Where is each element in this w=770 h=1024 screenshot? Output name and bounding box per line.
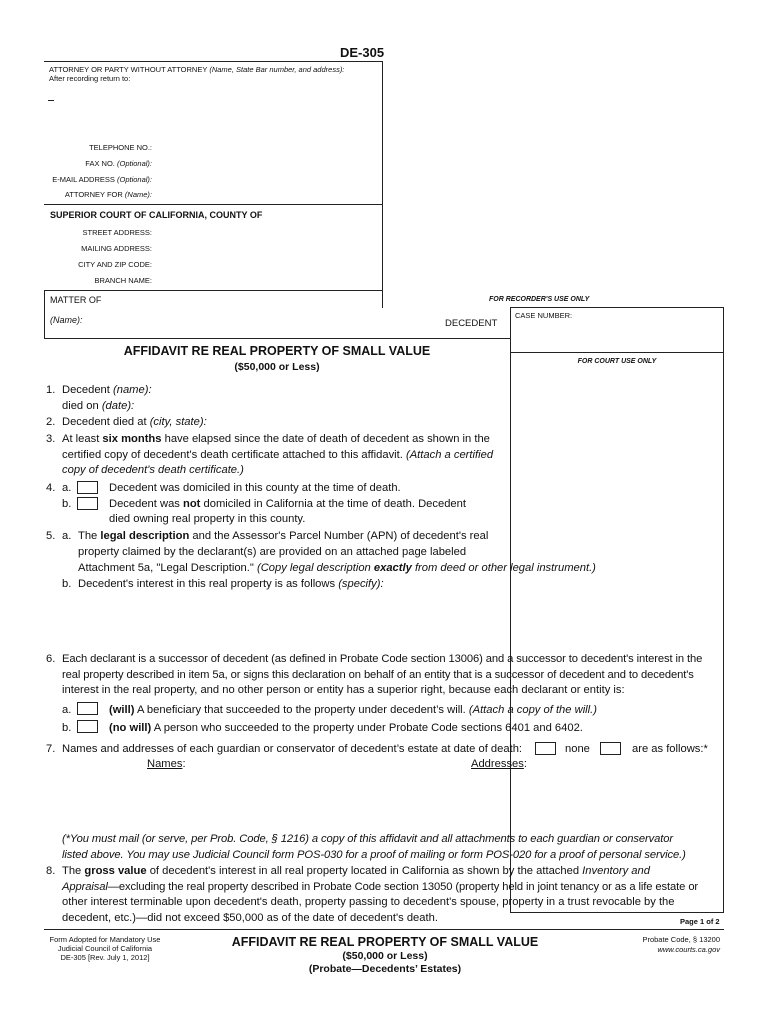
item-4b-text-2: died owning real property in this county. [109,513,306,525]
branch-label: BRANCH NAME: [94,276,152,285]
item-3-number: 3. [46,433,56,445]
case-box-top [510,307,724,308]
form-adopted-info: Form Adopted for Mandatory Use Judicial Council of California DE-305 [Rev. July 1, 2012] [49,935,161,962]
item-6a-text: (will) A beneficiary that succeeded to the property under decedent’s will. (Attach a copy of the will.) [109,704,597,716]
item-3-line-3: copy of decedent's death certificate.) [62,464,244,476]
item-6-line-1: Each declarant is a successor of decedent (as defined in Probate Code section 13006) and a successor to decedent's interest in the [62,653,703,665]
case-box-right [723,307,724,913]
street-label: STREET ADDRESS: [82,228,152,237]
form-number: DE-305 [340,45,385,60]
item-6-line-3: interest in the real property, and no other person or entity has a superior right, because each declarant or entity is: [62,684,625,696]
item-7-follows-checkbox[interactable] [600,742,621,755]
item-8-line-1: The gross value of decedent's interest in all real property located in California as shown by the attached Inventory and [62,865,650,877]
attorney-header: ATTORNEY OR PARTY WITHOUT ATTORNEY (Name, State Bar number, and address): [49,65,345,74]
item-4a-label: a. [62,482,72,494]
item-5b-label: b. [62,578,72,590]
item-5a-line-3: Attachment 5a, "Legal Description." (Copy legal description exactly from deed or other legal instrument.) [78,562,596,574]
case-box-left [510,307,511,913]
attorney-bottom-rule [44,204,382,205]
matter-label: MATTER OF [50,295,102,305]
item-8-line-4: decedent, etc.)—did not exceed $50,000 as of the date of decedent's death. [62,912,438,924]
item-8-line-2: Appraisal—excluding the real property described in Probate Code section 13050 (property held in joint tenancy or as a life estate or [62,881,699,893]
item-7-names-label: Names: [147,758,186,770]
guardian-note-line-2: listed above. You may use Judicial Council form POS-030 for a proof of mailing or form POS-020 for a proof of personal service.) [62,849,686,861]
footer-rule [44,929,724,930]
item-7-none-checkbox[interactable] [535,742,556,755]
item-5a-line-2: property claimed by the declarant(s) are provided on an attached page labeled [78,546,467,558]
item-6b-text: (no will) A person who succeeded to the property under Probate Code sections 6401 and 6402. [109,722,583,734]
item-4b-checkbox[interactable] [77,497,98,510]
item-7-text: Names and addresses of each guardian or conservator of decedent’s estate at date of death: [62,743,523,755]
item-4a-text: Decedent was domiciled in this county at the time of death. [109,482,401,494]
item-2-text: Decedent died at (city, state): [62,416,207,428]
item-6b-label: b. [62,722,72,734]
footer-subtitle: ($50,000 or Less) [342,950,428,962]
footer-title: AFFIDAVIT RE REAL PROPERTY OF SMALL VALUE [231,935,539,949]
case-number-label: CASE NUMBER: [515,311,573,320]
item-5a-line-1: The legal description and the Assessor's Parcel Number (APN) of decedent's real [78,530,489,542]
case-box-divider [510,352,724,353]
item-4-number: 4. [46,482,56,494]
form-title: AFFIDAVIT RE REAL PROPERTY OF SMALL VALUE [123,344,431,358]
item-5-number: 5. [46,530,56,542]
court-box-bottom [510,912,724,913]
fax-label: FAX NO. (Optional): [85,159,152,168]
courts-url[interactable]: www.courts.ca.gov [657,945,720,954]
item-7-follows-label: are as follows:* [632,743,708,755]
item-8-line-3: other interest terminable upon decedent's death, property passing to decedent's spouse, property in a trust revocable by the [62,896,675,908]
court-use-label: FOR COURT USE ONLY [577,358,657,365]
court-title: SUPERIOR COURT OF CALIFORNIA, COUNTY OF [50,210,263,220]
decedent-label: DECEDENT [445,318,498,329]
item-7-addresses-label: Addresses: [471,758,527,770]
item-5a-label: a. [62,530,72,542]
item-1-decedent: Decedent (name): [62,384,152,396]
header-right-rule [382,61,383,308]
item-3-line-2: certified copy of decedent's death certificate attached to this affidavit. (Attach a certified [62,449,494,461]
page-number: Page 1 of 2 [680,917,720,926]
recorder-use-label: FOR RECORDER'S USE ONLY [489,296,590,303]
item-7-number: 7. [46,743,56,755]
item-4b-label: b. [62,498,72,510]
item-6b-checkbox[interactable] [77,720,98,733]
probate-code: Probate Code, § 13200 [642,935,720,944]
item-4a-checkbox[interactable] [77,481,98,494]
item-2-number: 2. [46,416,56,428]
item-8-number: 8. [46,865,56,877]
item-6a-checkbox[interactable] [77,702,98,715]
item-6a-label: a. [62,704,72,716]
item-1-died-on: died on (date): [62,400,135,412]
address-dash [48,100,54,101]
form-subtitle: ($50,000 or Less) [234,361,320,373]
email-label: E-MAIL ADDRESS (Optional): [52,175,152,184]
attorney-for-label: ATTORNEY FOR (Name): [64,190,152,199]
court-bottom-rule [44,290,382,291]
mailing-label: MAILING ADDRESS: [81,244,152,253]
item-4b-text: Decedent was not domiciled in California at the time of death. Decedent [109,498,466,510]
matter-name-label: (Name): [50,315,83,325]
matter-left-rule [44,290,45,338]
item-5b-text: Decedent's interest in this real property is as follows (specify): [78,578,384,590]
item-7-none-label: none [565,743,590,755]
telephone-label: TELEPHONE NO.: [89,143,152,152]
item-6-number: 6. [46,653,56,665]
header-top-rule [44,61,382,62]
guardian-note-line-1: (*You must mail (or serve, per Prob. Code, § 1216) a copy of this affidavit and all attachments to each guardian or conservator [62,833,674,845]
item-3-line-1: At least six months have elapsed since the date of death of decedent as shown in the [62,433,490,445]
item-1-number: 1. [46,384,56,396]
matter-bottom-rule [44,338,510,339]
item-6-line-2: real property described in item 5a, or signs this declaration on behalf of an entity that is a successor of decedent and to decedent's [62,669,694,681]
city-label: CITY AND ZIP CODE: [78,260,152,269]
return-to-label: After recording return to: [49,74,131,83]
footer-subtitle-2: (Probate—Decedents’ Estates) [308,963,462,975]
